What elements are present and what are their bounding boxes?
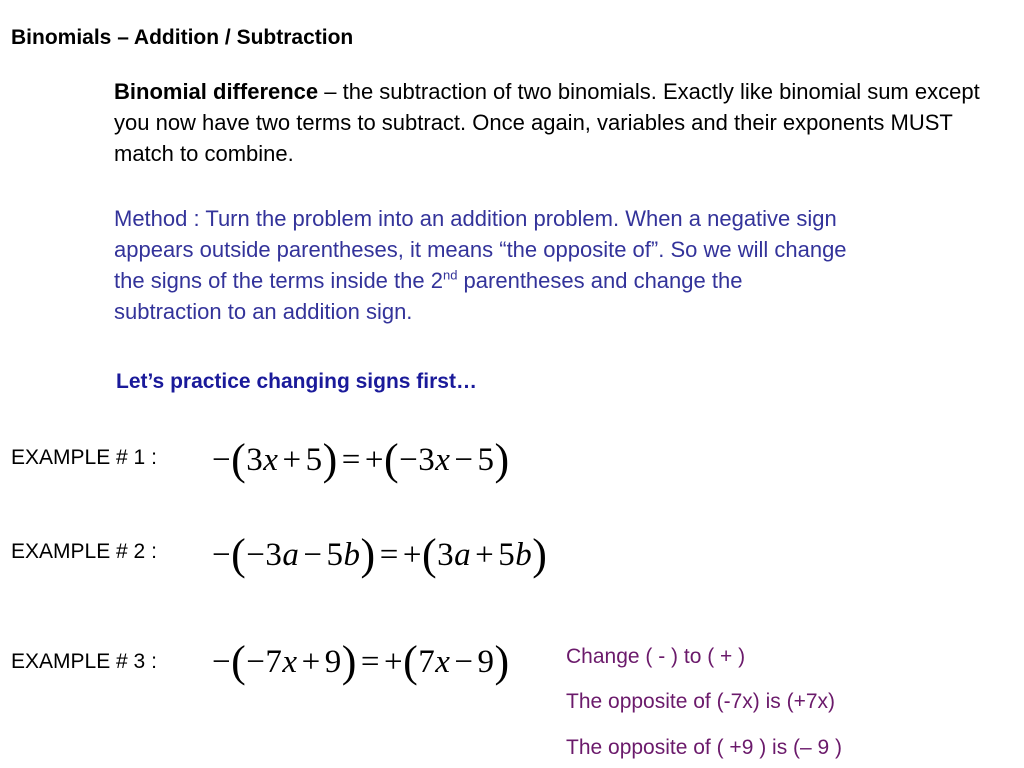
method-paragraph <box>114 203 854 327</box>
slide-title: Binomials – Addition / Subtraction <box>11 26 354 49</box>
note-opposite-7x: The opposite of (-7x) is (+7x) <box>566 690 836 713</box>
method-text-after: parentheses and change the subtraction to an addition sign. <box>114 268 743 324</box>
example-1-equation: −(3x + 5) = +(−3x − 5) <box>212 435 510 484</box>
note-change-sign: Change ( - ) to ( + ) <box>566 645 746 668</box>
example-3-equation: −(−7x + 9) = +(7x − 9) <box>212 637 510 686</box>
definition-text: – the subtraction of two binomials. Exactly like binomial sum except you now have two terms to subtract. Once again, variables and their exponents MUST match to combine. <box>114 79 980 166</box>
example-1-label: EXAMPLE # 1 : <box>11 446 157 469</box>
practice-heading: Let’s practice changing signs first… <box>116 370 477 393</box>
example-2-equation: −(−3a − 5b) = +(3a + 5b) <box>212 530 548 579</box>
note-opposite-9: The opposite of ( +9 ) is (– 9 ) <box>566 736 843 759</box>
method-text-before: Method : Turn the problem into an addition problem. When a negative sign appears outside parentheses, it means “the opposite of”. So we will change the signs of the terms inside the 2 <box>114 206 847 293</box>
definition-term: Binomial difference <box>114 79 319 104</box>
example-2-label: EXAMPLE # 2 : <box>11 540 157 563</box>
definition-paragraph <box>114 76 994 169</box>
method-superscript: nd <box>442 267 458 283</box>
example-3-label: EXAMPLE # 3 : <box>11 650 157 673</box>
